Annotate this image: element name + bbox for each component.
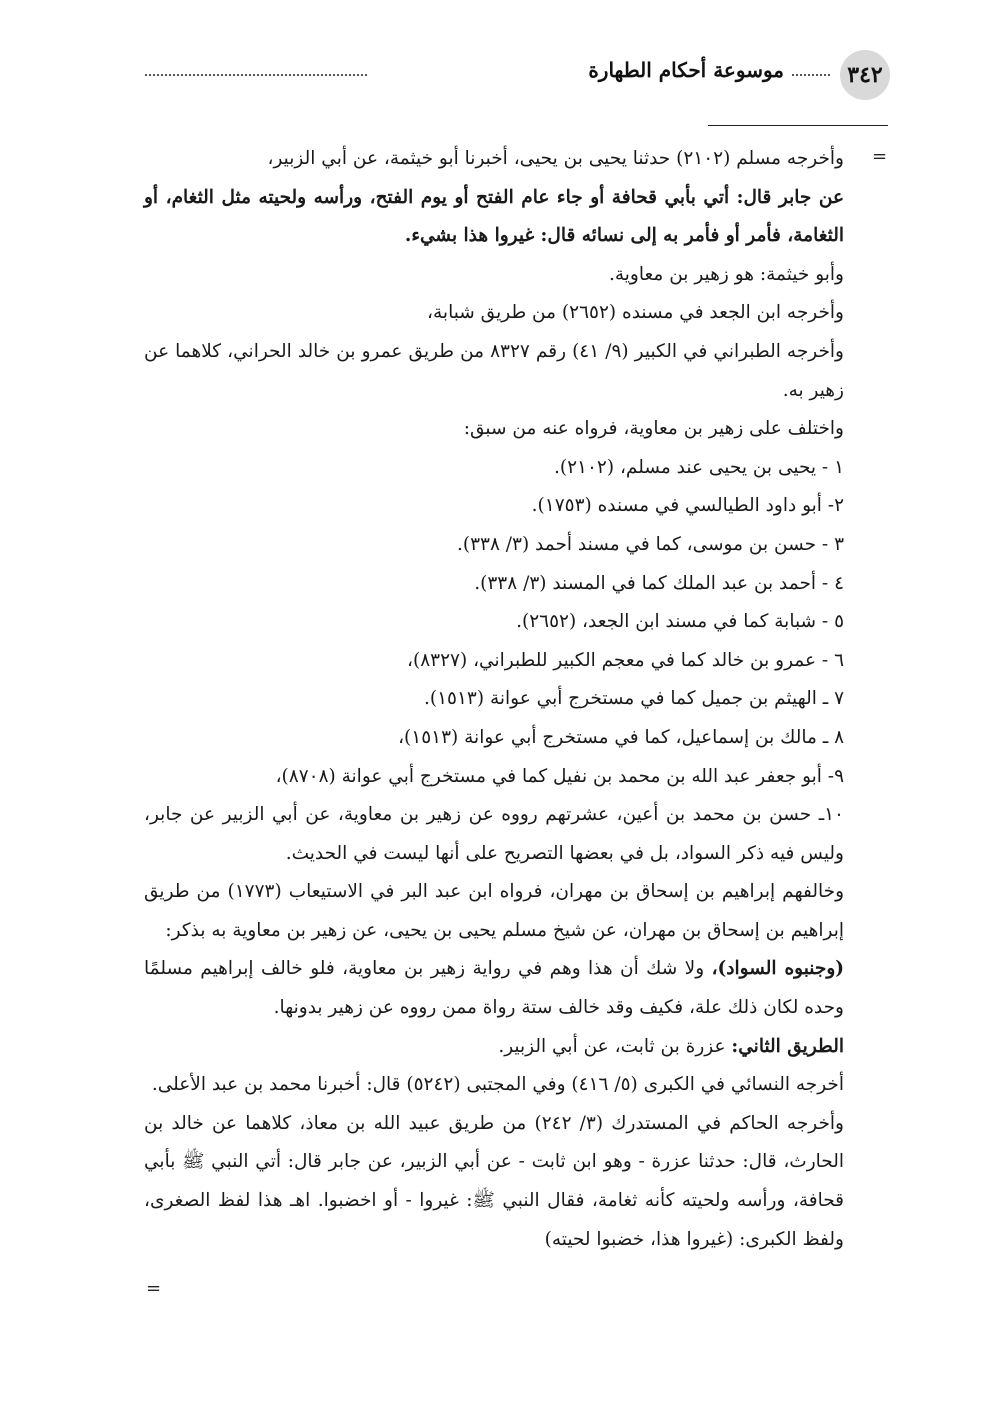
continuation-mark-bottom: = <box>146 1278 162 1299</box>
paragraph-hadith-text: عن جابر قال: أتي بأبي قحافة أو جاء عام الفتح أو يوم الفتح، ورأسه ولحيته مثل الثغام، أو الثغامة، فأمر أو فأمر به إلى نسائه قال: غيروا هذا بشيء. <box>144 186 844 247</box>
paragraph-second-route <box>144 1028 844 1067</box>
paragraph-disagreement: واختلف على زهير بن معاوية، فرواه عنه من سبق: <box>463 418 844 440</box>
sawad-commentary: ولا شك أن هذا وهم في رواية زهير بن معاوية، فلو خالف إبراهيم مسلمًا وحده لكان ذلك علة، فكيف وقد خالف ستة رواة ممن رووه عن زهير بدونها. <box>144 958 844 1019</box>
paragraph-ibrahim-ibn-ishaq: وخالفهم إبراهيم بن إسحاق بن مهران، فرواه ابن عبد البر في الاستيعاب (١٧٧٣) من طريق إبراهيم بن إسحاق بن مهران، عن شيخ مسلم يحيى بن يحيى، عن زهير بن معاوية به بذكر: <box>144 881 845 941</box>
second-route-text: عزرة بن ثابت، عن أبي الزبير. <box>498 1035 732 1057</box>
paragraph-hakim: وأخرجه الحاكم في المستدرك (٣/ ٢٤٢) من طريق عبيد الله بن معاذ، كلاهما عن خالد بن الحارث، قال: حدثنا عزرة - وهو ابن ثابت - عن أبي الزبير، عن جابر قال: أتي النبي ﷺ بأبي قحافة، ورأسه ولحيته كأنه ثغامة، فقال النبي ﷺ: غيروا - أو اخضبوا. اهـ هذا لفظ الصغرى، ولفظ الكبرى: (غيروا هذا، خضبوا لحيته) <box>144 1112 844 1250</box>
paragraph-sawad-note <box>144 950 844 1027</box>
list-item: ٤ - أحمد بن عبد الملك كما في المسند (٣/ ٣٣٨). <box>474 572 844 594</box>
paragraph-nasai: أخرجه النسائي في الكبرى (٥/ ٤١٦) وفي المجتبى (٥٢٤٢) قال: أخبرنا محمد بن عبد الأعلى. <box>151 1074 844 1096</box>
footnote-body <box>144 140 844 1259</box>
paragraph-ibn-al-jad: وأخرجه ابن الجعد في مسنده (٢٦٥٢) من طريق شبابة، <box>427 302 844 324</box>
page-header <box>145 50 890 100</box>
page-number: ٣٤٢ <box>840 50 890 100</box>
list-item: ٩- أبو جعفر عبد الله بن محمد بن نفيل كما في مستخرج أبي عوانة (٨٧٠٨)، <box>275 765 844 787</box>
sawad-quote: (وجنبوه السواد)، <box>711 958 845 980</box>
continuation-mark-top: = <box>872 146 888 167</box>
list-item: ٣ - حسن بن موسى، كما في مسند أحمد (٣/ ٣٣٨). <box>456 533 844 555</box>
list-item: ١ - يحيى بن يحيى عند مسلم، (٢١٠٢). <box>554 456 844 478</box>
header-dotted-leader-left <box>145 64 367 76</box>
footnote-separator <box>708 125 888 126</box>
paragraph-item-ten: ١٠ـ حسن بن محمد بن أعين، عشرتهم رووه عن زهير بن معاوية، عن أبي الزبير عن جابر، وليس فيه ذكر السواد، بل في بعضها التصريح على أنها ليست في الحديث. <box>144 804 844 864</box>
second-route-heading: الطريق الثاني: <box>731 1035 844 1057</box>
paragraph-muslim-source: وأخرجه مسلم (٢١٠٢) حدثنا يحيى بن يحيى، أخبرنا أبو خيثمة، عن أبي الزبير، <box>267 148 844 169</box>
header-dotted-leader-right <box>792 64 830 76</box>
list-item: ٧ ـ الهيثم بن جميل كما في مستخرج أبي عوانة (١٥١٣). <box>424 688 844 710</box>
list-item: ٢- أبو داود الطيالسي في مسنده (١٧٥٣). <box>531 495 844 517</box>
list-item: ٦ - عمرو بن خالد كما في معجم الكبير للطبراني، (٨٣٢٧)، <box>407 649 844 671</box>
paragraph-abu-khaythama: وأبو خيثمة: هو زهير بن معاوية. <box>608 263 844 285</box>
paragraph-tabarani: وأخرجه الطبراني في الكبير (٩/ ٤١) رقم ٨٣٢٧ من طريق عمرو بن خالد الحراني، كلاهما عن زهير به. <box>144 340 844 401</box>
list-item: ٨ ـ مالك بن إسماعيل، كما في مستخرج أبي عوانة (١٥١٣)، <box>398 726 844 748</box>
running-title: موسوعة أحكام الطهارة <box>588 58 784 82</box>
list-item: ٥ - شبابة كما في مسند ابن الجعد، (٢٦٥٢). <box>516 611 844 633</box>
